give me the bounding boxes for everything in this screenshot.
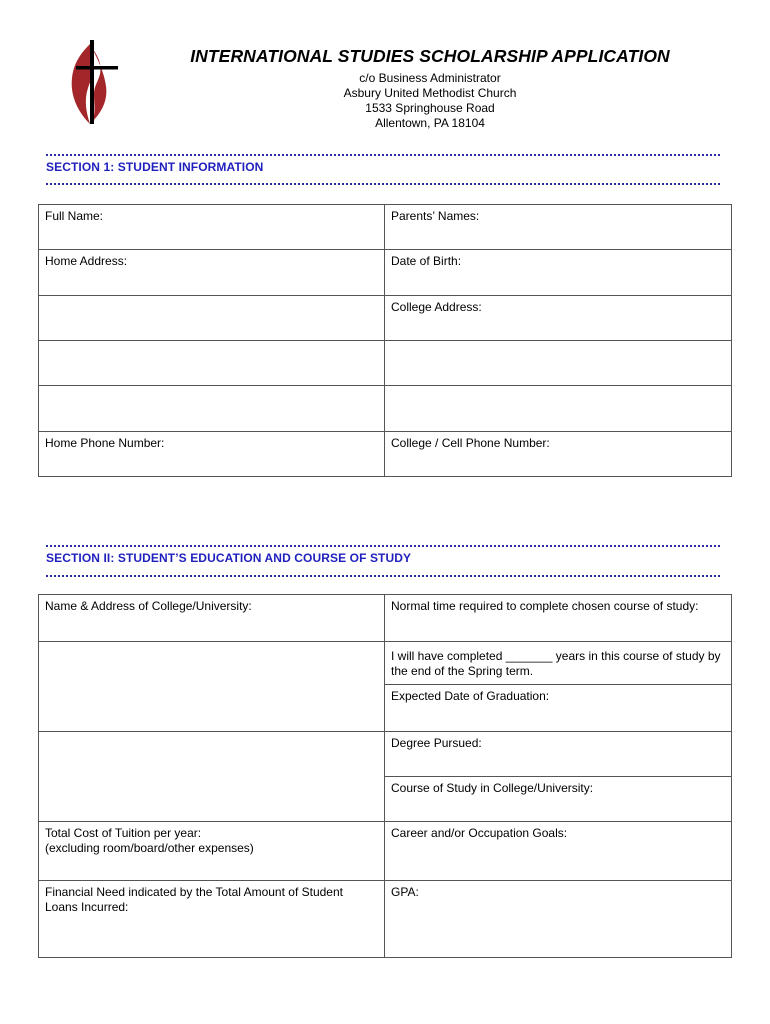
career-goals-label: Career and/or Occupation Goals: xyxy=(391,826,568,840)
college-address-field[interactable] xyxy=(385,296,732,341)
college-address-line-2[interactable] xyxy=(385,341,732,386)
address-line-2: Asbury United Methodist Church xyxy=(343,86,517,100)
address-line-3: 1533 Springhouse Road xyxy=(365,101,495,115)
full-name-field[interactable] xyxy=(39,205,385,250)
expected-graduation-label: Expected Date of Graduation: xyxy=(391,689,550,703)
degree-pursued-field[interactable] xyxy=(385,732,732,777)
home-address-label: Home Address: xyxy=(45,254,128,268)
student-information-table xyxy=(38,204,732,477)
college-name-address-line-3[interactable] xyxy=(39,732,385,822)
college-address-line-3[interactable] xyxy=(385,386,732,432)
date-of-birth-label: Date of Birth: xyxy=(391,254,462,268)
college-phone-field[interactable] xyxy=(385,432,732,477)
course-of-study-label: Course of Study in College/University: xyxy=(391,781,594,795)
course-of-study-field[interactable] xyxy=(385,777,732,822)
normal-time-field[interactable] xyxy=(385,595,732,642)
college-address-label: College Address: xyxy=(391,300,482,314)
address-line-4: Allentown, PA 18104 xyxy=(375,116,485,130)
home-phone-label: Home Phone Number: xyxy=(45,436,165,450)
years-completed-label: I will have completed _______ years in this course of study by the end of the Spring term. xyxy=(391,649,721,678)
section2-top-rule xyxy=(46,545,720,547)
parents-names-field[interactable] xyxy=(385,205,732,250)
section1-bottom-rule xyxy=(46,183,720,185)
page-title: INTERNATIONAL STUDIES SCHOLARSHIP APPLICATION xyxy=(190,46,670,66)
financial-need-field[interactable] xyxy=(39,881,385,958)
tuition-cost-label: Total Cost of Tuition per year: xyxy=(45,826,202,840)
home-address-line-3[interactable] xyxy=(39,341,385,386)
career-goals-field[interactable] xyxy=(385,822,732,881)
gpa-label: GPA: xyxy=(391,885,419,899)
college-name-address-label: Name & Address of College/University: xyxy=(45,599,252,613)
college-name-address-line-2[interactable] xyxy=(39,642,385,732)
parents-names-label: Parents’ Names: xyxy=(391,209,480,223)
tuition-cost-field[interactable] xyxy=(39,822,385,881)
gpa-field[interactable] xyxy=(385,881,732,958)
home-address-line-2[interactable] xyxy=(39,296,385,341)
home-address-field[interactable] xyxy=(39,250,385,296)
address-line-1: c/o Business Administrator xyxy=(359,71,501,85)
years-completed-field[interactable] xyxy=(385,642,732,685)
college-name-address-field[interactable] xyxy=(39,595,385,642)
home-address-line-4[interactable] xyxy=(39,386,385,432)
section1-heading: SECTION 1: STUDENT INFORMATION xyxy=(46,160,264,174)
section2-heading: SECTION II: STUDENT’S EDUCATION AND COURSE OF STUDY xyxy=(46,551,412,565)
tuition-note: (excluding room/board/other expenses) xyxy=(45,841,254,855)
expected-graduation-field[interactable] xyxy=(385,685,732,732)
section1-top-rule xyxy=(46,154,720,156)
normal-time-label: Normal time required to complete chosen course of study: xyxy=(391,599,699,613)
degree-pursued-label: Degree Pursued: xyxy=(391,736,482,750)
date-of-birth-field[interactable] xyxy=(385,250,732,296)
college-phone-label: College / Cell Phone Number: xyxy=(391,436,550,450)
financial-need-label: Financial Need indicated by the Total Amount of Student Loans Incurred: xyxy=(45,885,343,914)
home-phone-field[interactable] xyxy=(39,432,385,477)
education-table xyxy=(38,594,732,958)
section2-bottom-rule xyxy=(46,575,720,577)
full-name-label: Full Name: xyxy=(45,209,104,223)
cross-and-flame-icon xyxy=(62,38,122,126)
